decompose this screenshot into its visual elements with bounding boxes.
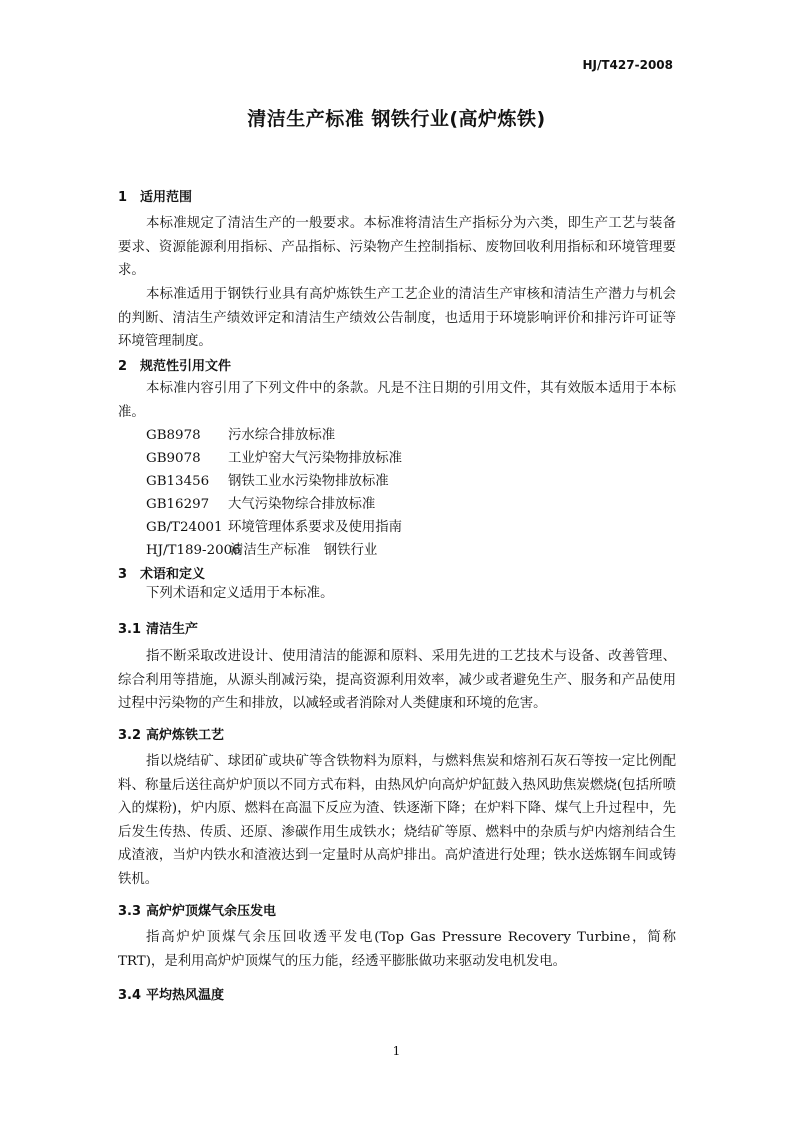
section-3-4-heading [118,984,224,1003]
reference-item [146,539,377,558]
reference-name: 清洁生产标准 钢铁行业 [230,543,378,558]
reference-code: GB16297 [146,497,210,512]
section-title: 平均热风温度 [146,988,225,1003]
section-number: 2 [118,359,128,374]
section-3-2-paragraph-1: 指以烧结矿、球团矿或块矿等含铁物料为原料，与燃料焦炭和熔剂石灰石等按一定比例配料、称量后送往高炉炉顶以不同方式布料，由热风炉向高炉炉缸鼓入热风助焦炭燃烧(包括所喷入的煤粉)，炉内原、燃料在高温下反应为渣、铁逐渐下降；在炉料下降、煤气上升过程中，先后发生传热、传质、还原、渗碳作用生成铁水；烧结矿等原、燃料中的杂质与炉内熔剂结合生成渣液，当炉内铁水和渣液达到一定量时从高炉排出。高炉渣进行处理；铁水送炼钢车间或铸铁机。 [118,754,676,887]
section-1-paragraph-2: 本标准适用于钢铁行业具有高炉炼铁生产工艺企业的清洁生产审核和清洁生产潜力与机会的判断、清洁生产绩效评定和清洁生产绩效公告制度，也适用于环境影响评价和排污许可证等环境管理制度。 [118,287,676,349]
reference-code: GB/T24001 [146,520,223,535]
section-3-heading [118,563,205,582]
reference-code: HJ/T189-2006 [146,543,241,558]
reference-name: 钢铁工业水污染物排放标准 [228,474,389,489]
page-number: 1 [392,1044,401,1058]
section-1-heading [118,186,192,205]
reference-item [146,447,402,466]
reference-item [146,470,389,489]
section-title: 术语和定义 [140,567,206,582]
reference-code: GB13456 [146,474,210,489]
section-3-3-paragraph-1: 指高炉炉顶煤气余压回收透平发电(Top Gas Pressure Recovery Turbine，简称 TRT)，是利用高炉炉顶煤气的压力能，经透平膨胀做功来驱动发电机发电。 [118,930,676,969]
section-number: 3.3 [118,904,142,919]
section-title: 高炉炼铁工艺 [146,728,225,743]
section-number: 3 [118,567,128,582]
section-number: 3.1 [118,622,142,637]
section-1-paragraph-1: 本标准规定了清洁生产的一般要求。本标准将清洁生产指标分为六类，即生产工艺与装备要求、资源能源利用指标、产品指标、污染物产生控制指标、废物回收利用指标和环境管理要求。 [118,216,676,278]
section-number: 1 [118,190,128,205]
section-2-paragraph-1: 本标准内容引用了下列文件中的条款。凡是不注日期的引用文件，其有效版本适用于本标准。 [118,381,676,420]
reference-name: 环境管理体系要求及使用指南 [228,520,403,535]
section-2-heading [118,355,231,374]
section-3-3-heading [118,900,276,919]
section-number: 3.4 [118,988,142,1003]
document-title: 清洁生产标准 钢铁行业(高炉炼铁) [247,108,546,130]
standard-number: HJ/T427-2008 [582,58,673,72]
reference-name: 工业炉窑大气污染物排放标准 [228,451,403,466]
section-title: 规范性引用文件 [140,359,232,374]
section-number: 3.2 [118,728,142,743]
section-3-1-heading [118,618,198,637]
reference-item [146,424,335,443]
reference-item [146,516,402,535]
reference-name: 污水综合排放标准 [228,428,336,443]
section-title: 适用范围 [140,190,193,205]
section-title: 清洁生产 [146,622,199,637]
reference-code: GB9078 [146,451,201,466]
reference-name: 大气污染物综合排放标准 [228,497,376,512]
reference-code: GB8978 [146,428,201,443]
reference-item [146,493,375,512]
section-3-paragraph-1: 下列术语和定义适用于本标准。 [146,586,334,601]
section-3-1-paragraph-1: 指不断采取改进设计、使用清洁的能源和原料、采用先进的工艺技术与设备、改善管理、综合利用等措施，从源头削减污染，提高资源利用效率，减少或者避免生产、服务和产品使用过程中污染物的产生和排放，以减轻或者消除对人类健康和环境的危害。 [118,649,676,711]
section-3-2-heading [118,724,224,743]
section-title: 高炉炉顶煤气余压发电 [146,904,277,919]
